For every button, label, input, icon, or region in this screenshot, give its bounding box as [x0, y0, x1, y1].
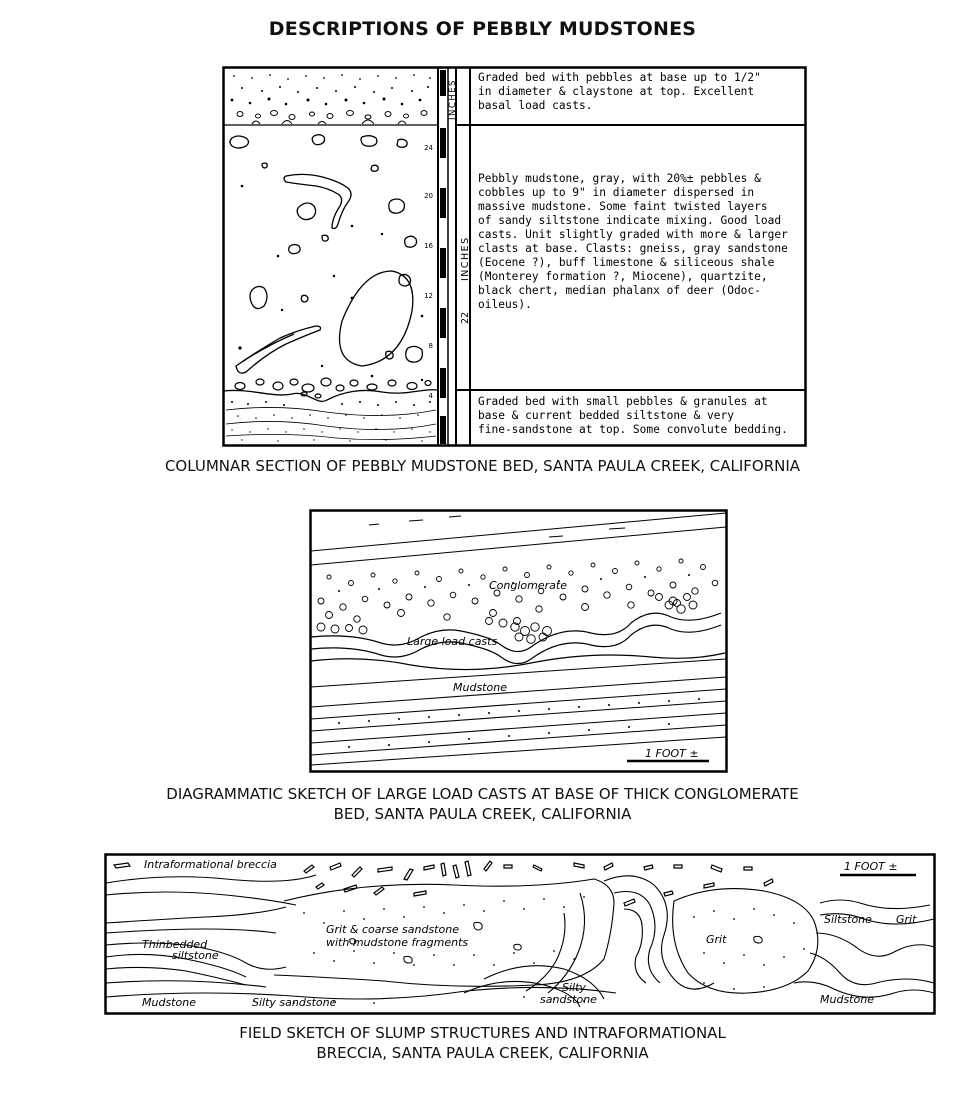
label-grit-coarse-sandstone: Grit & coarse sandstone [326, 923, 459, 936]
label-intraformational-breccia: Intraformational breccia [144, 858, 277, 871]
load-casts-sketch [309, 509, 728, 773]
slump-structures-sketch [104, 853, 936, 1015]
page-title: DESCRIPTIONS OF PEBBLY MUDSTONES [268, 18, 697, 40]
columnar-section-diagram [222, 66, 807, 448]
slump-outlines [106, 875, 934, 1007]
unit-3-description: Graded bed with small pebbles & granules at base & current bedded siltstone & very fine-sandstone at top. Some convolute bedding. [478, 395, 788, 436]
mudstone-dots [238, 185, 423, 381]
tick-label: 20 [424, 192, 433, 200]
scale-label-22: 22 [460, 311, 471, 324]
caption-line: BED, SANTA PAULA CREEK, CALIFORNIA [333, 805, 632, 823]
tick-label: 8 [428, 342, 433, 350]
tick-label: 12 [424, 292, 433, 300]
tick-label: 16 [424, 242, 433, 250]
tick-label: 4 [428, 392, 433, 400]
label-load-casts: Large load casts [407, 635, 498, 648]
label-thinbedded: Thinbedded [142, 938, 208, 951]
label-grit-right: Grit [896, 913, 917, 926]
unit-2-description: Pebbly mudstone, gray, with 20%± pebbles & cobbles up to 9" in diameter dispersed in massive mudstone. Some faint twisted layers of sandy siltstone indicate mixing. Good load casts. Unit slightly graded with more & larger clasts at base. Clasts: gneiss, gray sandstone (Eocene ?), buff limestone & siliceous shale (Monterey formation ?, Miocene), quartzite, black chert, median phalanx of deer (Odoc- oileus). [478, 172, 788, 311]
top-graded-bed-pattern [231, 74, 431, 105]
scale-label-inches-mid: INCHES [460, 236, 471, 281]
label-siltstone-right: Siltstone [824, 913, 872, 926]
label-with-mudstone-fragments: with mudstone fragments [326, 936, 469, 949]
caption-line: FIELD SKETCH OF SLUMP STRUCTURES AND INTRAFORMATIONAL [239, 1024, 726, 1042]
basal-pebbles [235, 378, 431, 398]
slump-caption [0, 1023, 965, 1063]
columnar-section-caption: COLUMNAR SECTION OF PEBBLY MUDSTONE BED, SANTA PAULA CREEK, CALIFORNIA [164, 457, 801, 475]
label-mudstone: Mudstone [453, 681, 507, 694]
sand-dots [338, 698, 700, 748]
label-conglomerate: Conglomerate [489, 579, 567, 592]
scale-label-inches-top: INCHES [448, 79, 458, 120]
label-mudstone-left: Mudstone [142, 996, 196, 1009]
scale-label: 1 FOOT ± [844, 860, 898, 873]
current-bedding-lines [226, 407, 436, 439]
label-mudstone-right: Mudstone [820, 993, 874, 1006]
label-silty-sandstone: Silty sandstone [252, 996, 337, 1009]
scale-bar [440, 70, 446, 444]
load-casts-caption [0, 784, 965, 824]
caption-line: DIAGRAMMATIC SKETCH OF LARGE LOAD CASTS AT BASE OF THICK CONGLOMERATE [166, 785, 799, 803]
top-graded-bed-pebbles [237, 111, 427, 125]
scale-label: 1 FOOT ± [645, 747, 699, 760]
unit-1-description: Graded bed with pebbles at base up to 1/2" in diameter & claystone at top. Excellent basal load casts. [478, 71, 761, 112]
mudstone-clasts [230, 135, 422, 373]
tick-label: 24 [424, 144, 433, 152]
label-grit-center: Grit [706, 933, 727, 946]
label-silty: Silty [562, 981, 586, 994]
label-sandstone: sandstone [540, 993, 597, 1006]
caption-line: BRECCIA, SANTA PAULA CREEK, CALIFORNIA [316, 1044, 649, 1062]
label-siltstone-left: siltstone [172, 949, 219, 962]
upper-bedding-lines [311, 513, 726, 565]
conglomerate-pebbles [317, 559, 718, 643]
